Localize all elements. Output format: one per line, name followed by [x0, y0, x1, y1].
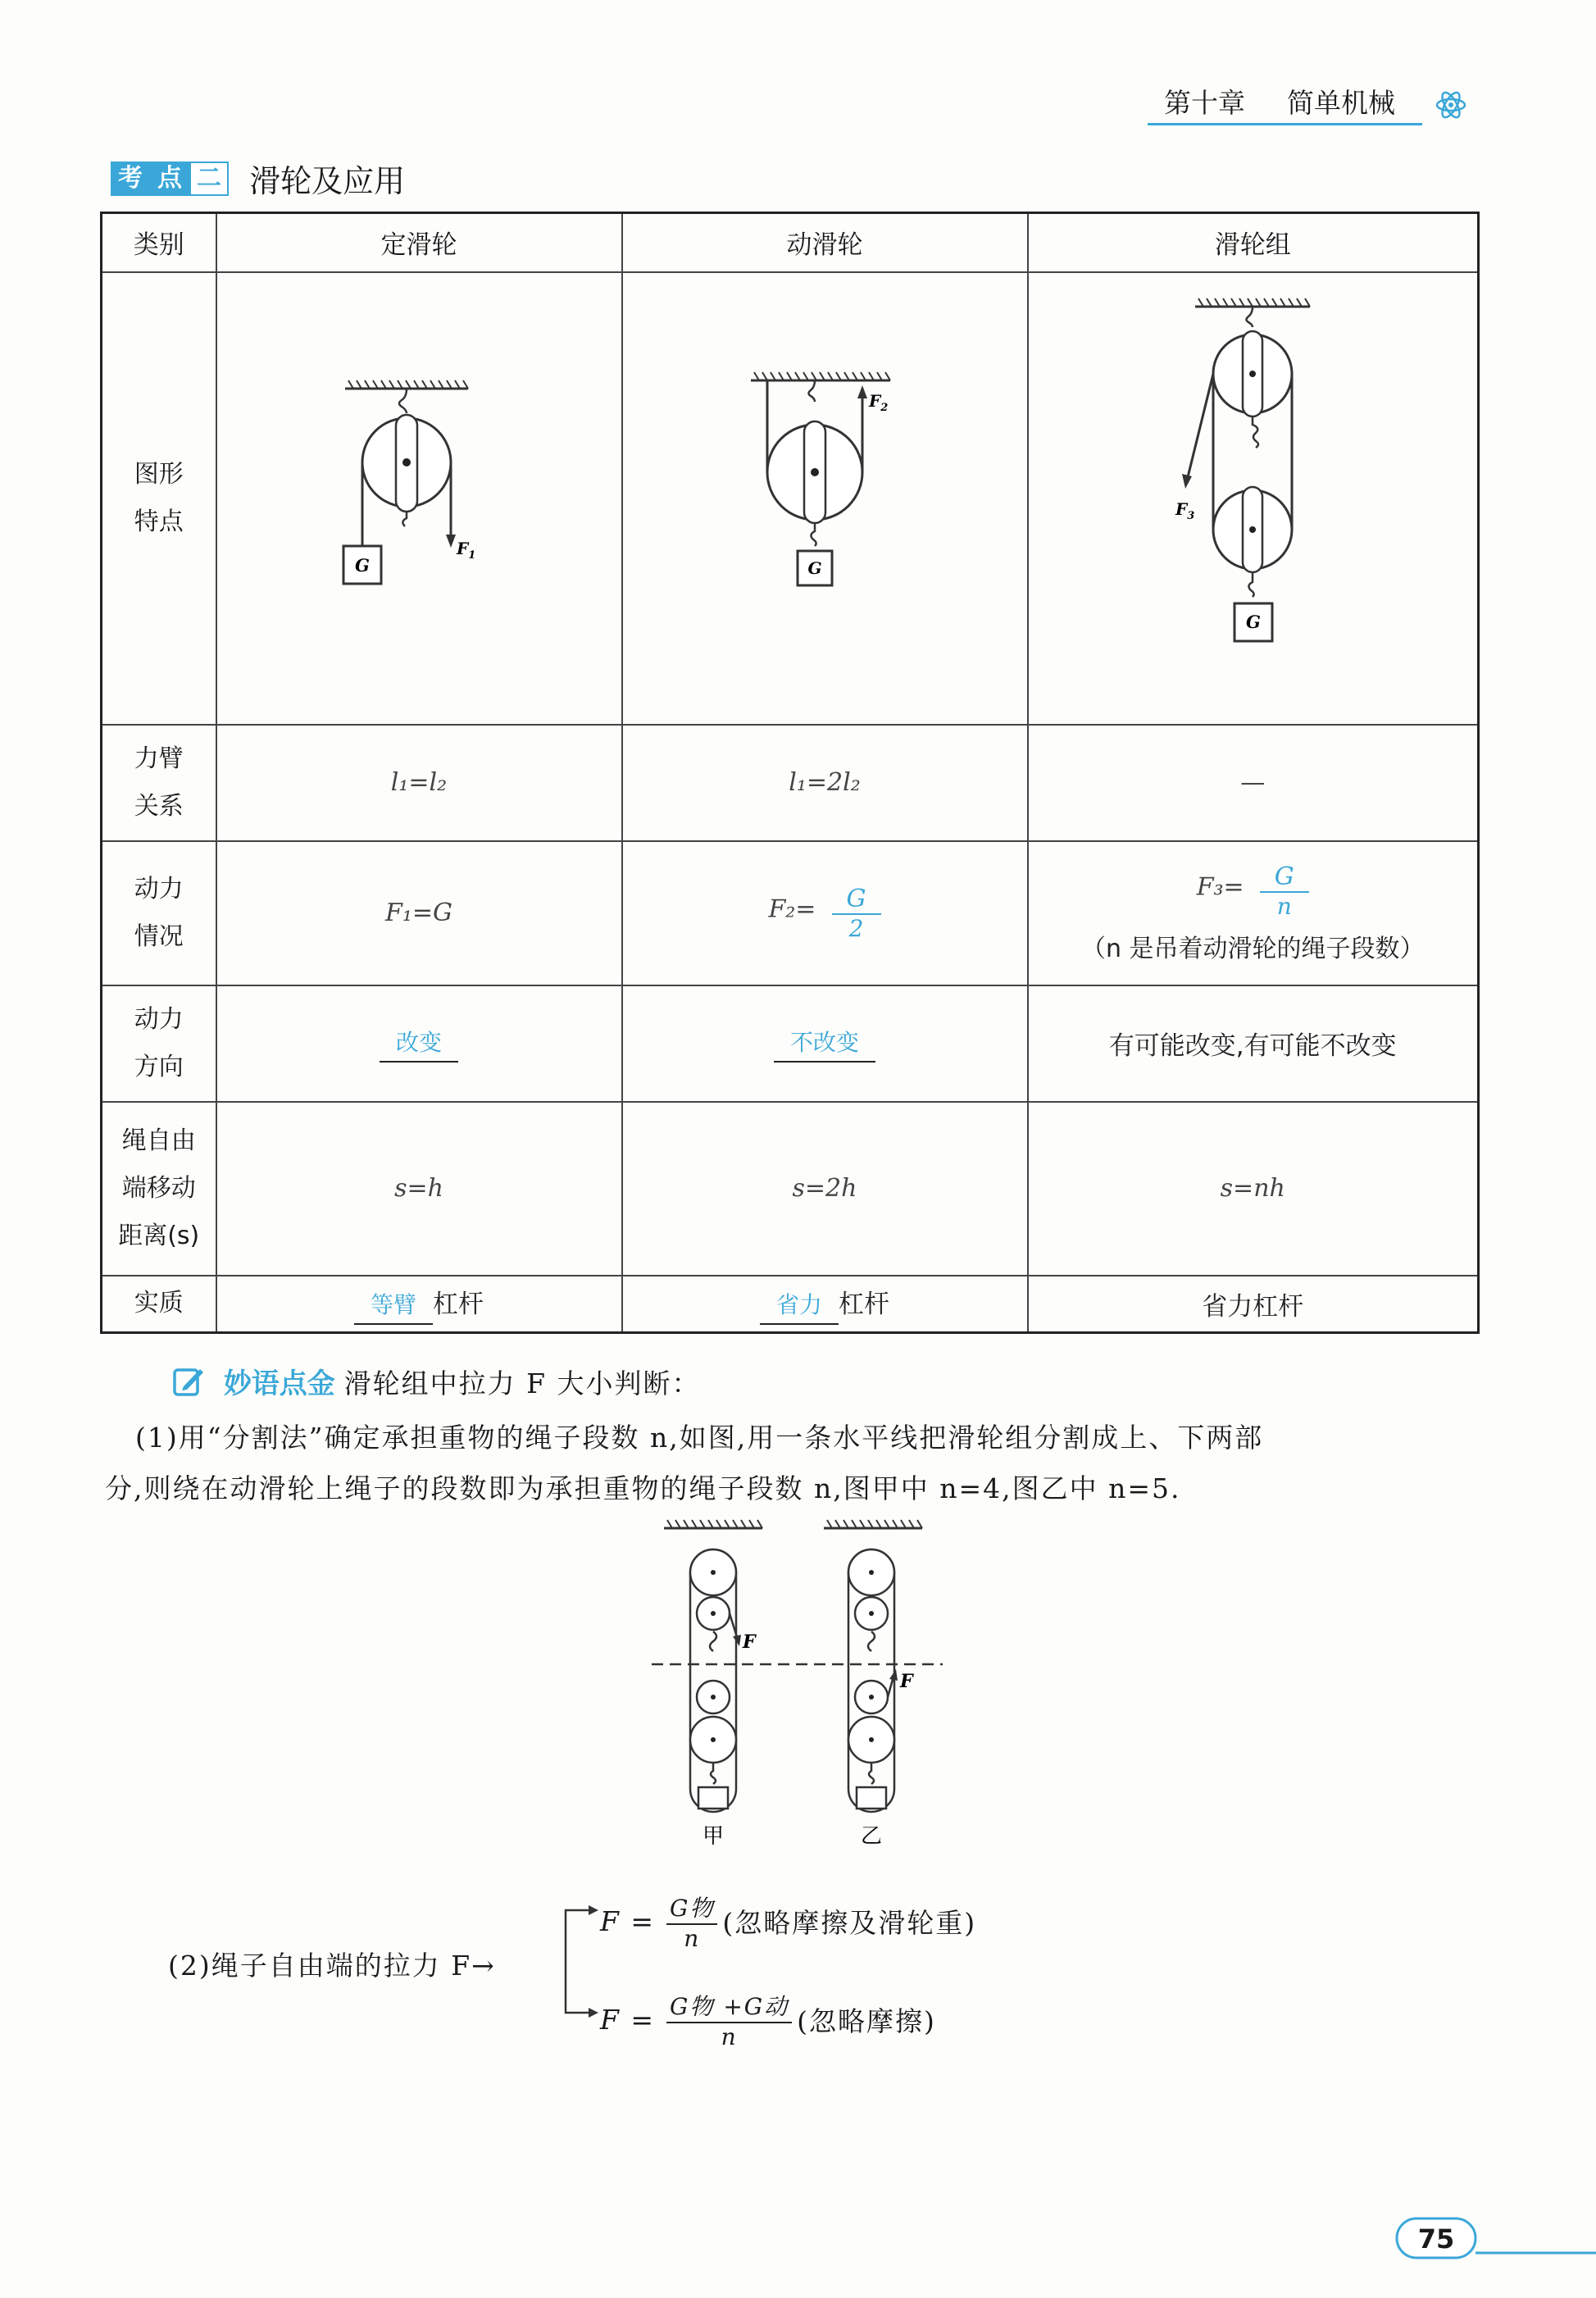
- row-label-essence: 实质: [102, 1276, 216, 1333]
- table-row-essence: [102, 1276, 1479, 1333]
- tips-paragraph-1: (1)用“分割法”确定承担重物的绳子段数 n,如图,用一条水平线把滑轮组分割成上、下两部: [135, 1422, 1264, 1454]
- distance-group: s=nh: [1028, 1102, 1479, 1276]
- table-row-force: [102, 841, 1479, 985]
- tips-paragraph-1-cont: 分,则绕在动滑轮上绳子的段数即为承担重物的绳子段数 n,图甲中 n=4,图乙中 n=5.: [105, 1472, 1181, 1504]
- pencil-note-icon: [172, 1365, 205, 1398]
- chapter-title: 简单机械: [1287, 87, 1395, 119]
- chapter-number: 第十章: [1164, 87, 1245, 119]
- page-number-badge: [1394, 2214, 1596, 2263]
- formula-1: F = G物 n (忽略摩擦及滑轮重): [600, 1891, 976, 1952]
- svg-text:G: G: [1246, 611, 1262, 632]
- fixed-pulley-diagram: [329, 374, 509, 620]
- header-pulley-group: 滑轮组: [1028, 213, 1479, 272]
- pulley-table: [100, 212, 1480, 1334]
- table-row-figure: [102, 272, 1479, 725]
- force-group-fraction: $\frac{G}{n}$: [1260, 862, 1309, 920]
- essence-movable: 省力 杠杆: [622, 1276, 1028, 1333]
- table-row-arm: [102, 725, 1479, 841]
- row-label-arm: 力臂 关系: [102, 725, 216, 841]
- pulley-group-diagram-cell: [1028, 272, 1479, 725]
- header-fixed-pulley: 定滑轮: [216, 213, 622, 272]
- page-number: 75: [1417, 2223, 1455, 2255]
- essence-group: 省力杠杆: [1028, 1276, 1479, 1333]
- row-label-figure: 图形 特点: [102, 272, 216, 725]
- section-badge-1: 考: [111, 162, 150, 196]
- arm-group: —: [1028, 725, 1479, 841]
- tips-heading: [172, 1361, 701, 1401]
- svg-text:F2: $F_2$: [869, 390, 889, 414]
- distance-fixed: s=h: [216, 1102, 622, 1276]
- direction-fixed: 改变: [216, 985, 622, 1102]
- table-row-distance: [102, 1102, 1479, 1276]
- table-header-row: [102, 213, 1479, 272]
- pulley-group-diagram: [1154, 292, 1351, 702]
- chapter-header: [1148, 82, 1426, 127]
- force-group-note: （n 是吊着动滑轮的绳子段数）: [1080, 934, 1425, 963]
- svg-text:F1: $F_1$: [457, 538, 476, 562]
- row-label-distance: 绳自由 端移动 距离(s): [102, 1102, 216, 1276]
- header-movable-pulley: 动滑轮: [622, 213, 1028, 272]
- distance-movable: s=2h: [622, 1102, 1028, 1276]
- row-label-force: 动力 情况: [102, 841, 216, 985]
- force-movable-fraction: $\frac{G}{2}$: [832, 885, 881, 942]
- tips-intro: 滑轮组中拉力 F 大小判断：: [343, 1367, 701, 1399]
- section-badge-3: 二: [189, 162, 229, 196]
- table-row-direction: [102, 985, 1479, 1102]
- direction-group: 有可能改变,有可能不改变: [1028, 985, 1479, 1102]
- atom-icon: [1435, 89, 1467, 121]
- essence-fixed: 等臂 杠杆: [216, 1276, 622, 1333]
- tips-paragraph-2: (2)绳子自由端的拉力 F→: [168, 1950, 496, 1982]
- svg-text:G: G: [355, 554, 370, 576]
- arm-movable: l₁=2l₂: [622, 725, 1028, 841]
- section-badge-2: 点: [150, 162, 189, 196]
- figure-label-jia: 甲: [702, 1824, 725, 1849]
- movable-pulley-diagram: [734, 366, 915, 628]
- arm-fixed: l₁=l₂: [216, 725, 622, 841]
- section-title: [111, 156, 405, 197]
- section-heading: 滑轮及应用: [249, 163, 406, 199]
- formula-2: F = G物 +G动 n (忽略摩擦): [600, 1989, 936, 2050]
- header-underline: [1148, 123, 1422, 125]
- force-group: F₃= $\frac{G}{n}$ （n 是吊着动滑轮的绳子段数）: [1028, 841, 1479, 985]
- header-category: 类别: [102, 213, 216, 272]
- figure-label-yi: 乙: [860, 1824, 883, 1849]
- tips-label: 妙语点金: [223, 1367, 335, 1400]
- force-fixed: F₁=G: [216, 841, 622, 985]
- svg-text:F: F: [900, 1671, 913, 1692]
- force-movable: F₂= $\frac{G}{2}$: [622, 841, 1028, 985]
- split-method-figure: [648, 1517, 951, 1861]
- fixed-pulley-diagram-cell: [216, 272, 622, 725]
- bracket-arrows: [549, 1877, 598, 2041]
- movable-pulley-diagram-cell: [622, 272, 1028, 725]
- direction-movable: 不改变: [622, 985, 1028, 1102]
- svg-text:F3: $F_3$: [1175, 498, 1195, 522]
- row-label-direction: 动力 方向: [102, 985, 216, 1102]
- svg-text:F: F: [743, 1631, 756, 1653]
- svg-text:G: G: [807, 557, 822, 578]
